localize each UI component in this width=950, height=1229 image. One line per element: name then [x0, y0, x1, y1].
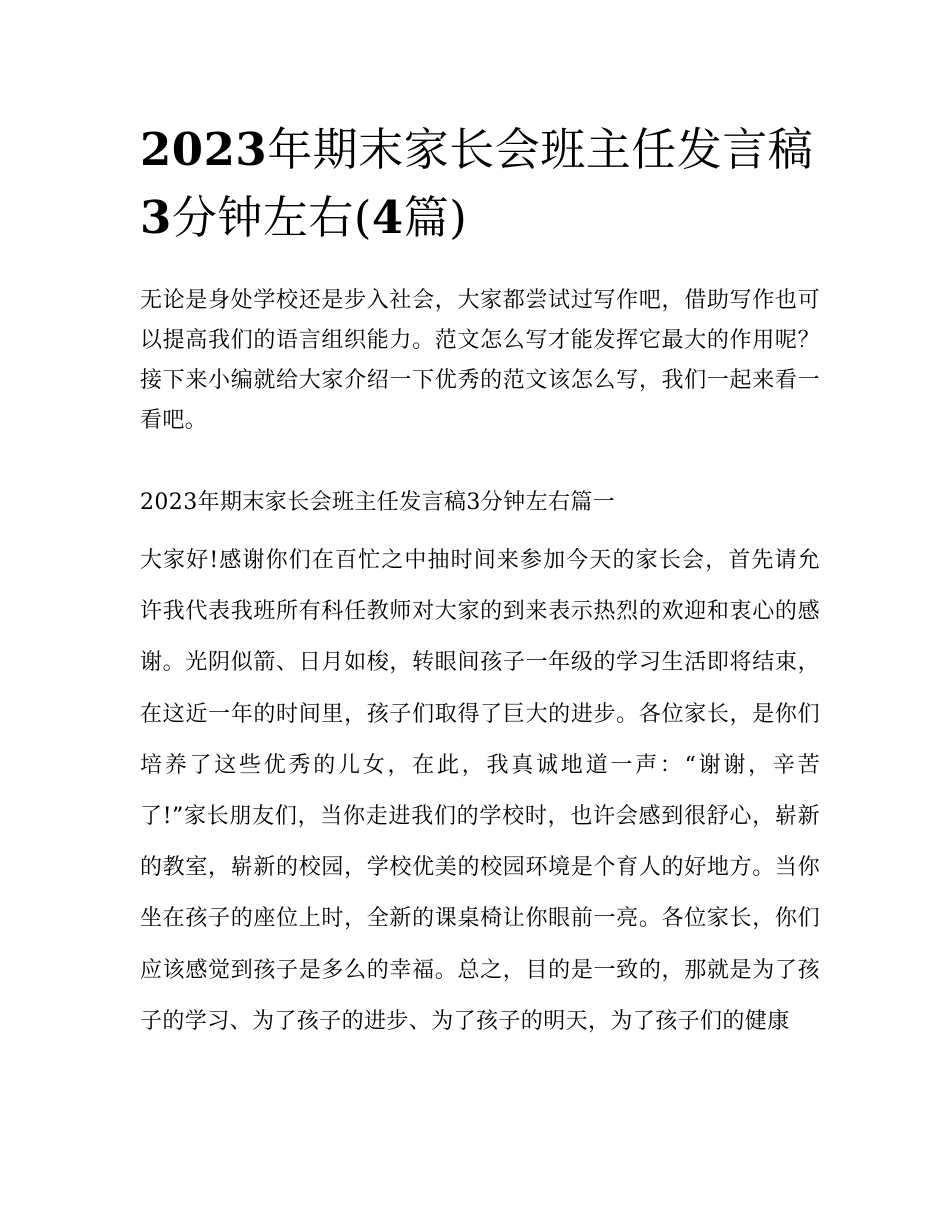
intro-paragraph: 无论是身处学校还是步入社会，大家都尝试过写作吧，借助写作也可以提高我们的语言组织能力。范文怎么写才能发挥它最大的作用呢？接下来小编就给大家介绍一下优秀的范文该怎么写，我们一起来看一看吧。 — [140, 288, 820, 433]
title-count-number: 4 — [371, 191, 404, 244]
section-body-paragraph: 大家好!感谢你们在百忙之中抽时间来参加今天的家长会，首先请允许我代表我班所有科任教师对大家的到来表示热烈的欢迎和衷心的感谢。光阴似箭、日月如梭，转眼间孩子一年级的学习生活即将结束，在这近一年的时间里，孩子们取得了巨大的进步。各位家长，是你们培养了这些优秀的儿女，在此，我真诚地道一声：“谢谢，辛苦了!”家长朋友们，当你走进我们的学校时，也许会感到很舒心，崭新的教室，崭新的校园，学校优美的校园环境是个育人的好地方。当你坐在孩子的座位上时，全新的课桌椅让你眼前一亮。各位家长，你们应该感觉到孩子是多么的幸福。总之，目的是一致的，那就是为了孩子的学习、为了孩子的进步、为了孩子的明天，为了孩子们的健康 — [140, 548, 820, 1034]
section-heading: 2023年期末家长会班主任发言稿3分钟左右篇一 — [140, 490, 616, 515]
document-title — [140, 116, 820, 252]
title-text: 年期末家长会班主任发言稿 — [267, 123, 814, 176]
title-minutes-number: 3 — [140, 191, 172, 244]
title-year: 2023 — [140, 123, 268, 176]
title-text-3: 篇) — [403, 191, 468, 244]
title-text-2: 分钟左右( — [171, 191, 372, 244]
